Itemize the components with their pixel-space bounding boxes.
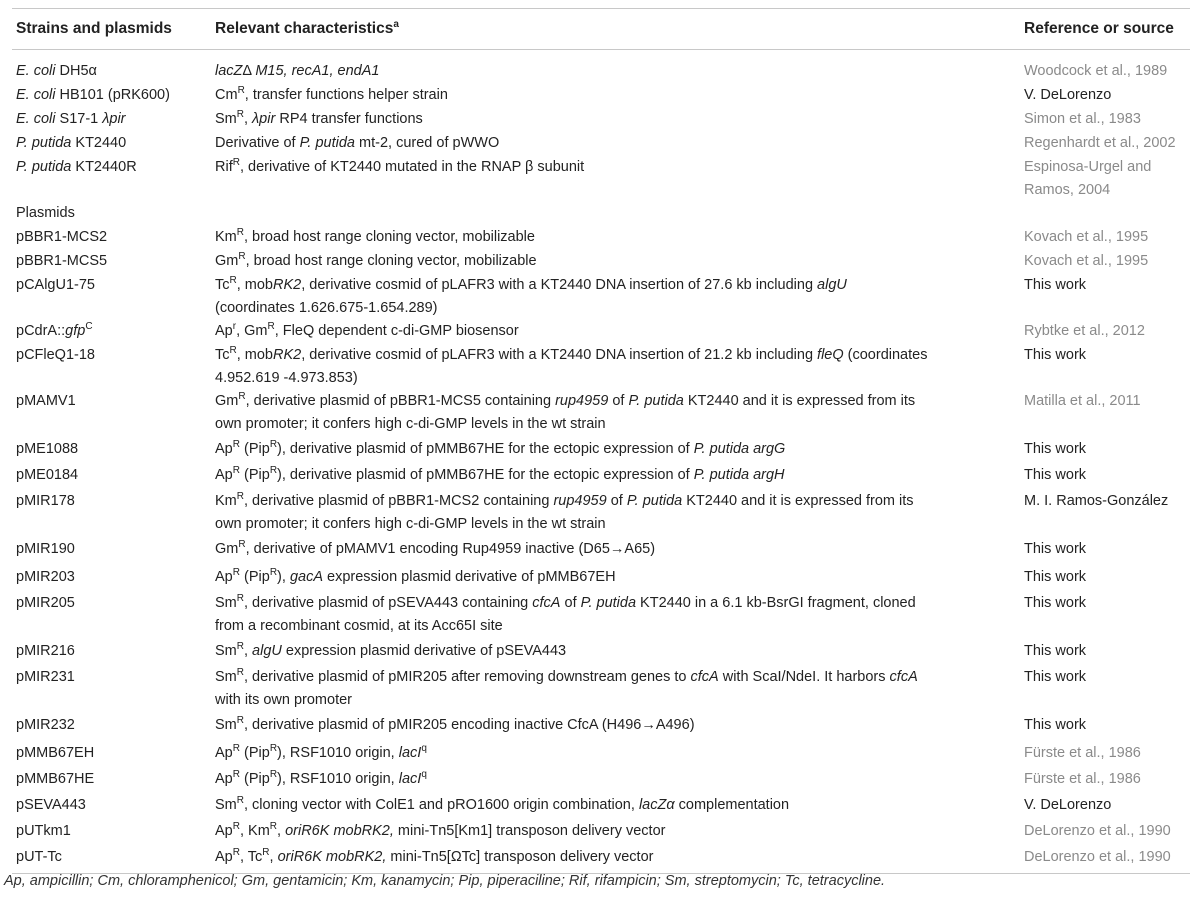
relevant-characteristics: lacZΔ M15, recA1, endA1 bbox=[215, 63, 380, 79]
strain-name: pME0184 bbox=[16, 467, 79, 483]
strain-name: pBBR1-MCS5 bbox=[16, 253, 108, 269]
reference-source: Regenhardt et al., 2002 bbox=[1024, 135, 1176, 151]
strain-name: pMIR231 bbox=[16, 669, 75, 685]
reference-source: This work bbox=[1024, 541, 1087, 557]
strain-name: pCAlgU1-75 bbox=[16, 277, 95, 293]
strain-name: P. putida KT2440 bbox=[16, 135, 127, 151]
reference-source: This work bbox=[1024, 347, 1087, 363]
reference-source: Kovach et al., 1995 bbox=[1024, 253, 1149, 269]
strain-name: pMIR203 bbox=[16, 569, 75, 585]
reference-source: Rybtke et al., 2012 bbox=[1024, 323, 1145, 339]
relevant-characteristics: $Ap^R$ (Pip$^R$), RSF1010 origin, lacI$^q$ bbox=[215, 769, 427, 787]
reference-source: This work bbox=[1024, 669, 1087, 685]
reference-source: V. DeLorenzo bbox=[1024, 797, 1112, 813]
reference-source: This work bbox=[1024, 467, 1087, 483]
relevant-characteristics: $Tc^R$, mobRK2, derivative cosmid of pLAFR3 with a KT2440 DNA insertion of 21.2 kb including fleQ (coordinates 4.952.619 -4.973.853) bbox=[215, 345, 928, 386]
header-footnote-mark: a bbox=[393, 19, 399, 30]
reference-source: This work bbox=[1024, 643, 1087, 659]
reference-source: DeLorenzo et al., 1990 bbox=[1024, 823, 1171, 839]
relevant-characteristics: $Sm^R$, algU expression plasmid derivative of pSEVA443 bbox=[215, 641, 567, 659]
strain-name: pME1088 bbox=[16, 441, 79, 457]
reference-source: This work bbox=[1024, 595, 1087, 611]
reference-source: Espinosa-Urgel and Ramos, 2004 bbox=[1024, 159, 1152, 198]
strain-name: pMMB67EH bbox=[16, 745, 95, 761]
relevant-characteristics: $Ap^R$ (Pip$^R$), gacA expression plasmid derivative of pMMB67EH bbox=[215, 567, 616, 585]
reference-source: Woodcock et al., 1989 bbox=[1024, 63, 1168, 79]
strain-name: pMAMV1 bbox=[16, 393, 76, 409]
strain-name: E. coli DH5α bbox=[16, 63, 97, 79]
reference-source: This work bbox=[1024, 277, 1087, 293]
reference-source: This work bbox=[1024, 569, 1087, 585]
header-rule bbox=[12, 49, 1190, 50]
strain-name: pBBR1-MCS2 bbox=[16, 229, 108, 245]
strain-name: pUTkm1 bbox=[16, 823, 71, 839]
relevant-characteristics: $Sm^R$, cloning vector with ColE1 and pRO1600 origin combination, lacZα complementation bbox=[215, 795, 790, 813]
strain-name: pMIR178 bbox=[16, 493, 75, 509]
relevant-characteristics: $Sm^R$, λpir RP4 transfer functions bbox=[215, 109, 423, 127]
relevant-characteristics: $Ap^R$ (Pip$^R$), RSF1010 origin, lacI$^q$ bbox=[215, 743, 427, 761]
reference-source: Matilla et al., 2011 bbox=[1024, 393, 1141, 409]
reference-source: This work bbox=[1024, 441, 1087, 457]
relevant-characteristics: $Ap^R$ (Pip$^R$), derivative plasmid of pMMB67HE for the ectopic expression of P. putida argG bbox=[215, 439, 786, 457]
relevant-characteristics: $Ap^R$ (Pip$^R$), derivative plasmid of pMMB67HE for the ectopic expression of P. putida argH bbox=[215, 465, 785, 483]
reference-source: Kovach et al., 1995 bbox=[1024, 229, 1149, 245]
relevant-characteristics: Derivative of P. putida mt-2, cured of pWWO bbox=[215, 135, 500, 151]
strain-name: P. putida KT2440R bbox=[16, 159, 137, 175]
top-rule bbox=[12, 8, 1190, 9]
relevant-characteristics: $Cm^R$, transfer functions helper strain bbox=[215, 85, 448, 103]
relevant-characteristics: $Gm^R$, derivative plasmid of pBBR1-MCS5 containing rup4959 of P. putida KT2440 and it is expressed from its own promoter; it confers high c-di-GMP levels in the wt strain bbox=[215, 391, 916, 432]
relevant-characteristics: $Tc^R$, mobRK2, derivative cosmid of pLAFR3 with a KT2440 DNA insertion of 27.6 kb including algU (coordinates 1.626.675-1.654.289) bbox=[215, 275, 847, 316]
relevant-characteristics: $Ap^R$, $Tc^R$, oriR6K mobRK2, mini-Tn5[ΩTc] transposon delivery vector bbox=[215, 847, 654, 865]
reference-source: This work bbox=[1024, 717, 1087, 733]
relevant-characteristics: Ap$^r$, $Gm^R$, FleQ dependent c-di-GMP biosensor bbox=[215, 321, 519, 339]
relevant-characteristics: $Gm^R$, derivative of pMAMV1 encoding Rup4959 inactive (D65→A65) bbox=[215, 539, 656, 557]
strain-name: pMIR232 bbox=[16, 717, 75, 733]
reference-source: Simon et al., 1983 bbox=[1024, 111, 1141, 127]
relevant-characteristics: $Km^R$, derivative plasmid of pBBR1-MCS2 containing rup4959 of P. putida KT2440 and it is expressed from its own promoter; it confers high c-di-GMP levels in the wt strain bbox=[215, 491, 914, 532]
header-characteristics-label: Relevant characteristics bbox=[215, 20, 394, 37]
reference-source: Fürste et al., 1986 bbox=[1024, 771, 1141, 787]
strain-name: E. coli HB101 (pRK600) bbox=[16, 87, 170, 103]
relevant-characteristics: $Sm^R$, derivative plasmid of pMIR205 after removing downstream genes to cfcA with ScaI/NdeI. It harbors cfcA with its own promoter bbox=[215, 667, 918, 708]
relevant-characteristics: $Sm^R$, derivative plasmid of pMIR205 encoding inactive CfcA (H496→A496) bbox=[215, 715, 695, 733]
relevant-characteristics: $Km^R$, broad host range cloning vector, mobilizable bbox=[215, 227, 535, 245]
strain-name: pMIR190 bbox=[16, 541, 75, 557]
relevant-characteristics: $Ap^R$, $Km^R$, oriR6K mobRK2, mini-Tn5[Km1] transposon delivery vector bbox=[215, 821, 666, 839]
strain-name: pCdrA::gfp$^C$ bbox=[16, 321, 93, 339]
strain-name: pSEVA443 bbox=[16, 797, 86, 813]
table-footnote: Ap, ampicillin; Cm, chloramphenicol; Gm, gentamicin; Km, kanamycin; Pip, piperaciline; Rif, rifampicin; Sm, streptomycin; Tc, tetracycline. bbox=[4, 873, 886, 889]
header-reference: Reference or source bbox=[1024, 20, 1174, 37]
header-strains: Strains and plasmids bbox=[16, 20, 172, 37]
strain-name: pMMB67HE bbox=[16, 771, 95, 787]
strain-name: pMIR216 bbox=[16, 643, 75, 659]
relevant-characteristics: $Gm^R$, broad host range cloning vector, mobilizable bbox=[215, 251, 537, 269]
relevant-characteristics: Rif$^R$, derivative of KT2440 mutated in the RNAP β subunit bbox=[215, 157, 585, 175]
strain-name: pCFleQ1-18 bbox=[16, 347, 95, 363]
reference-source: V. DeLorenzo bbox=[1024, 87, 1112, 103]
strain-name: E. coli S17-1 λpir bbox=[16, 111, 126, 127]
reference-source: DeLorenzo et al., 1990 bbox=[1024, 849, 1171, 865]
strain-name: Plasmids bbox=[16, 205, 75, 221]
header-characteristics bbox=[215, 20, 399, 38]
strain-name: pUT-Tc bbox=[16, 849, 62, 865]
reference-source: M. I. Ramos-González bbox=[1024, 493, 1169, 509]
strain-name: pMIR205 bbox=[16, 595, 75, 611]
reference-source: Fürste et al., 1986 bbox=[1024, 745, 1141, 761]
relevant-characteristics: $Sm^R$, derivative plasmid of pSEVA443 containing cfcA of P. putida KT2440 in a 6.1 kb-BsrGI fragment, cloned from a recombinant cosmid, at its Acc65I site bbox=[215, 593, 916, 634]
